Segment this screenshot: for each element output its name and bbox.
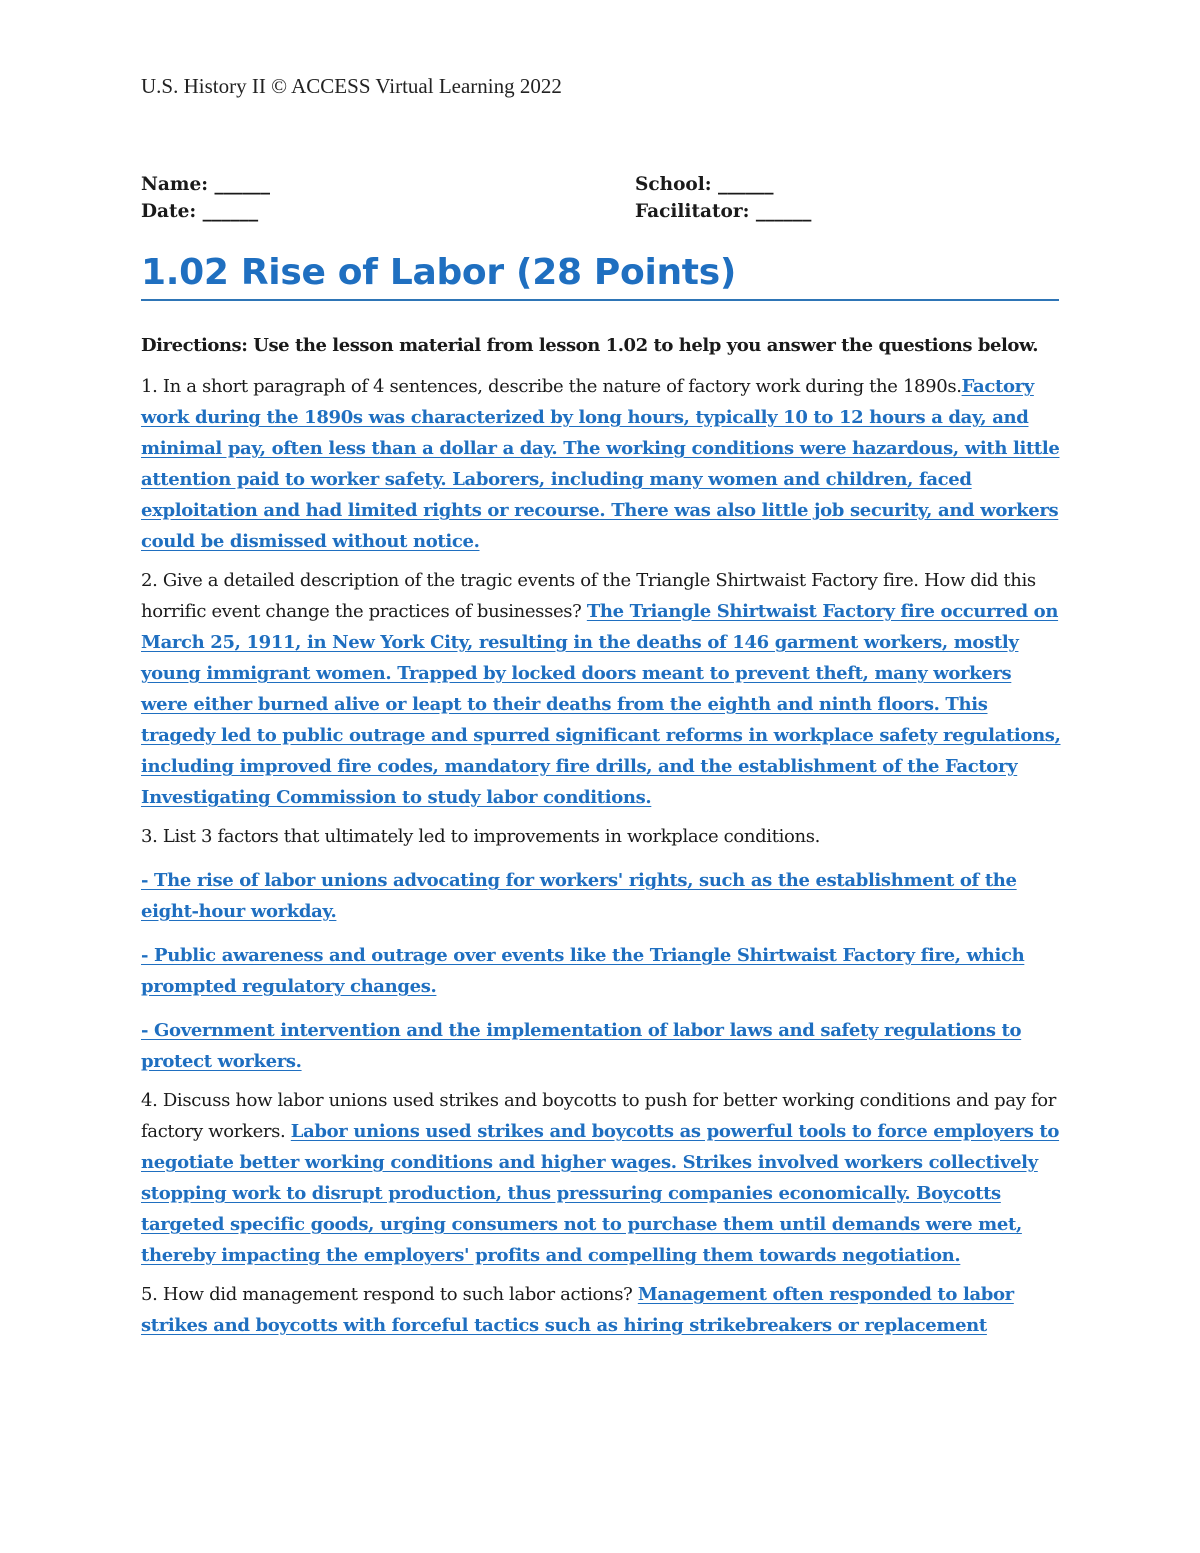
student-info-right [635, 171, 811, 225]
question-1 [141, 371, 1061, 557]
question-5-prompt: 5. How did management respond to such labor actions? [141, 1284, 638, 1305]
question-2 [141, 565, 1061, 813]
question-4-prompt: 4. Discuss how labor unions used strikes and boycotts to push for better working conditions and pay for factory workers. [141, 1090, 1056, 1142]
school-field: School: ______ [635, 174, 774, 195]
document-body [141, 330, 1061, 1349]
document-title: 1.02 Rise of Labor (28 Points) [141, 252, 1059, 301]
student-info-left [141, 171, 270, 225]
facilitator-field: Facilitator: ______ [635, 201, 812, 222]
question-3 [141, 821, 1061, 852]
question-2-answer: The Triangle Shirtwaist Factory fire occurred on March 25, 1911, in New York City, resulting in the deaths of 146 garment workers, mostly young immigrant women. Trapped by locked doors meant to prevent theft, many workers were either burned alive or leapt to their deaths from the eighth and ninth floors. This tragedy led to public outrage and spurred significant reforms in workplace safety regulations, including improved fire codes, mandatory fire drills, and the establishment of the Factory Investigating Commission to study labor conditions. [141, 601, 1061, 808]
question-1-prompt: 1. In a short paragraph of 4 sentences, describe the nature of factory work during the 1890s. [141, 376, 962, 397]
directions: Directions: Use the lesson material from lesson 1.02 to help you answer the questions below. [141, 335, 1039, 356]
question-3-bullet-3: - Government intervention and the implementation of labor laws and safety regulations to protect workers. [141, 1020, 1022, 1072]
page-header: U.S. History II © ACCESS Virtual Learning 2022 [141, 74, 562, 98]
question-1-answer: Factory work during the 1890s was characterized by long hours, typically 10 to 12 hours a day, and minimal pay, often less than a dollar a day. The working conditions were hazardous, with little attention paid to worker safety. Laborers, including many women and children, faced exploitation and had limited rights or recourse. There was also little job security, and workers could be dismissed without notice. [141, 376, 1060, 552]
name-field: Name: ______ [141, 174, 271, 195]
question-2-prompt: 2. Give a detailed description of the tragic events of the Triangle Shirtwaist Factory fire. How did this horrific event change the practices of businesses? [141, 570, 1036, 622]
date-field: Date: ______ [141, 201, 259, 222]
question-3-bullet-1: - The rise of labor unions advocating for workers' rights, such as the establishment of the eight-hour workday. [141, 870, 1017, 922]
question-4 [141, 1085, 1061, 1271]
question-3-bullet-2: - Public awareness and outrage over events like the Triangle Shirtwaist Factory fire, which prompted regulatory changes. [141, 945, 1025, 997]
question-3-prompt: 3. List 3 factors that ultimately led to improvements in workplace conditions. [141, 826, 820, 847]
question-5-answer: Management often responded to labor strikes and boycotts with forceful tactics such as hiring strikebreakers or replacement [141, 1284, 1014, 1336]
question-4-answer: Labor unions used strikes and boycotts as powerful tools to force employers to negotiate better working conditions and higher wages. Strikes involved workers collectively stopping work to disrupt production, thus pressuring companies economically. Boycotts targeted specific goods, urging consumers not to purchase them until demands were met, thereby impacting the employers' profits and compelling them towards negotiation. [141, 1121, 1060, 1266]
question-5 [141, 1279, 1061, 1341]
